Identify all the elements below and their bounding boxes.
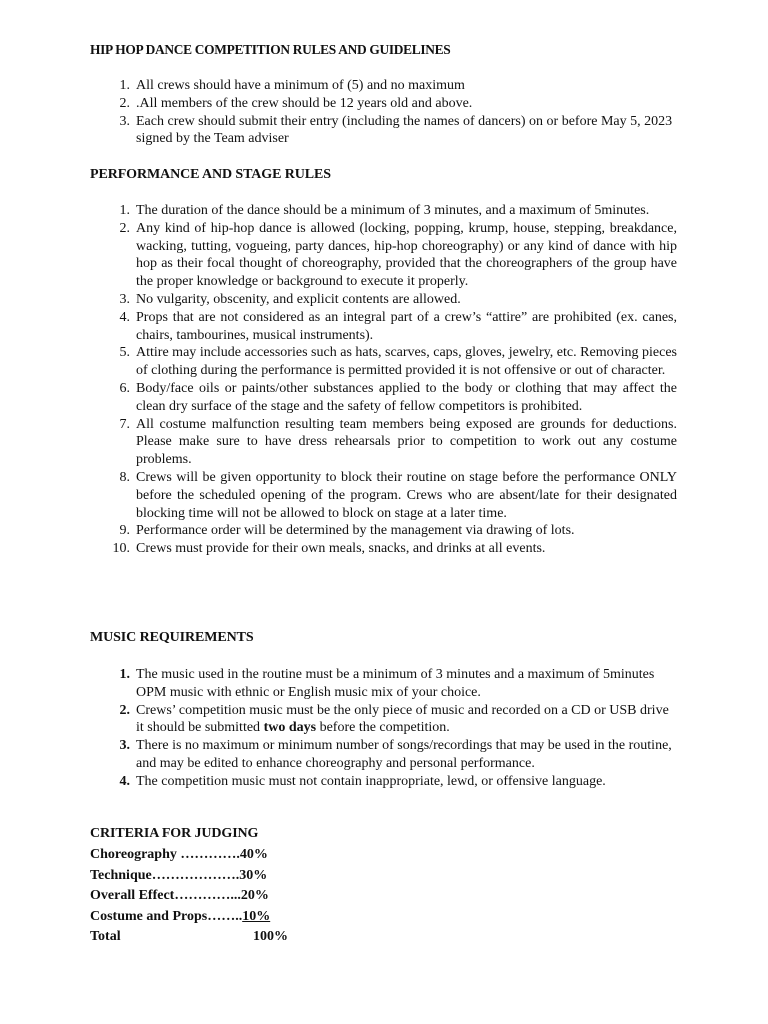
criteria-label: Overall Effect………….. [90, 888, 238, 903]
criteria-label: Technique……………… [90, 867, 236, 883]
criteria-label: Total [90, 929, 121, 944]
list-item: 4. Props that are not considered as an integral part of a crew’s “attire” are prohibited (ex. canes, chairs, tambourines, musical instruments). [119, 309, 677, 343]
list-item: 5. Attire may include accessories such as hats, scarves, caps, gloves, jewelry, etc. Removing pieces of clothing during the performance is permitted provided it is not offensive or out of character. [119, 345, 677, 379]
performance-rules-list [0, 202, 677, 558]
criteria-value: 100% [253, 929, 288, 944]
criteria-table [90, 846, 310, 949]
music-requirements-list [0, 666, 677, 791]
list-item: 3. Each crew should submit their entry (including the names of dancers) on or before May 5, 2023 signed by the Team adviser [119, 113, 673, 147]
list-item: 6. Body/face oils or paints/other substances applied to the body or clothing that may affect the clean dry surface of the stage and the safety of fellow competitors is prohibited. [119, 380, 677, 414]
entry-rules-list [0, 77, 677, 148]
music-heading: MUSIC REQUIREMENTS [90, 630, 254, 645]
list-item: 2. Any kind of hip-hop dance is allowed (locking, popping, krump, house, stepping, breakdance, wacking, tutting, vogueing, party dances, hip-hop choreography) or any kind of dance with hip hop as their focal thought of choreography, provided that the choreographers of the group have the proper knowledge or background to execute it properly. [119, 220, 677, 290]
criteria-row [90, 867, 310, 888]
list-item: 7. All costume malfunction resulting team members being exposed are grounds for deductions. Please make sure to have dress rehearsals prior to competition to work out any costume problems. [119, 416, 677, 468]
criteria-row [90, 887, 310, 908]
criteria-label: Costume and Props…….. [90, 908, 243, 924]
list-item: 1. The duration of the dance should be a minimum of 3 minutes, and a maximum of 5minutes. [119, 203, 650, 218]
list-item: 1. The music used in the routine must be a minimum of 3 minutes and a maximum of 5minutes OPM music with ethnic or English music mix of your choice. [119, 667, 655, 700]
list-item: 10. Crews must provide for their own meals, snacks, and drinks at all events. [112, 541, 546, 557]
document-title: HIP HOP DANCE COMPETITION RULES AND GUIDELINES [90, 42, 451, 57]
criteria-value: 10% [242, 908, 271, 924]
criteria-row [90, 846, 310, 867]
list-item: 1. All crews should have a minimum of (5) and no maximum [119, 78, 465, 93]
criteria-value: .30% [235, 867, 268, 883]
criteria-value: .40% [236, 847, 268, 862]
emphasis-text: two days [263, 720, 317, 736]
list-item: 2. .All members of the crew should be 12 years old and above. [119, 95, 473, 111]
list-item: 9. Performance order will be determined by the management via drawing of lots. [119, 523, 575, 539]
criteria-row [90, 928, 310, 949]
criteria-label: Choreography ………… [90, 847, 237, 862]
criteria-value: .20% [237, 888, 269, 903]
performance-heading: PERFORMANCE AND STAGE RULES [90, 167, 331, 182]
criteria-heading: CRITERIA FOR JUDGING [90, 826, 259, 841]
list-item: 3. There is no maximum or minimum number of songs/recordings that may be used in the routine, and may be edited to enhance choreography and personal performance. [119, 738, 672, 771]
criteria-row [90, 908, 310, 929]
list-item: 4. The competition music must not contain inappropriate, lewd, or offensive language. [119, 773, 606, 789]
list-item: 8. Crews will be given opportunity to block their routine on stage before the performance ONLY before the scheduled opening of the program. Crews who are absent/late for their designated blocking time will not be allowed to block on stage at a later time. [119, 469, 677, 521]
list-item: 3. No vulgarity, obscenity, and explicit contents are allowed. [119, 291, 461, 307]
list-item: 2. Crews’ competition music must be the only piece of music and recorded on a CD or USB drive it should be submitted two days before the competition. [119, 702, 669, 736]
